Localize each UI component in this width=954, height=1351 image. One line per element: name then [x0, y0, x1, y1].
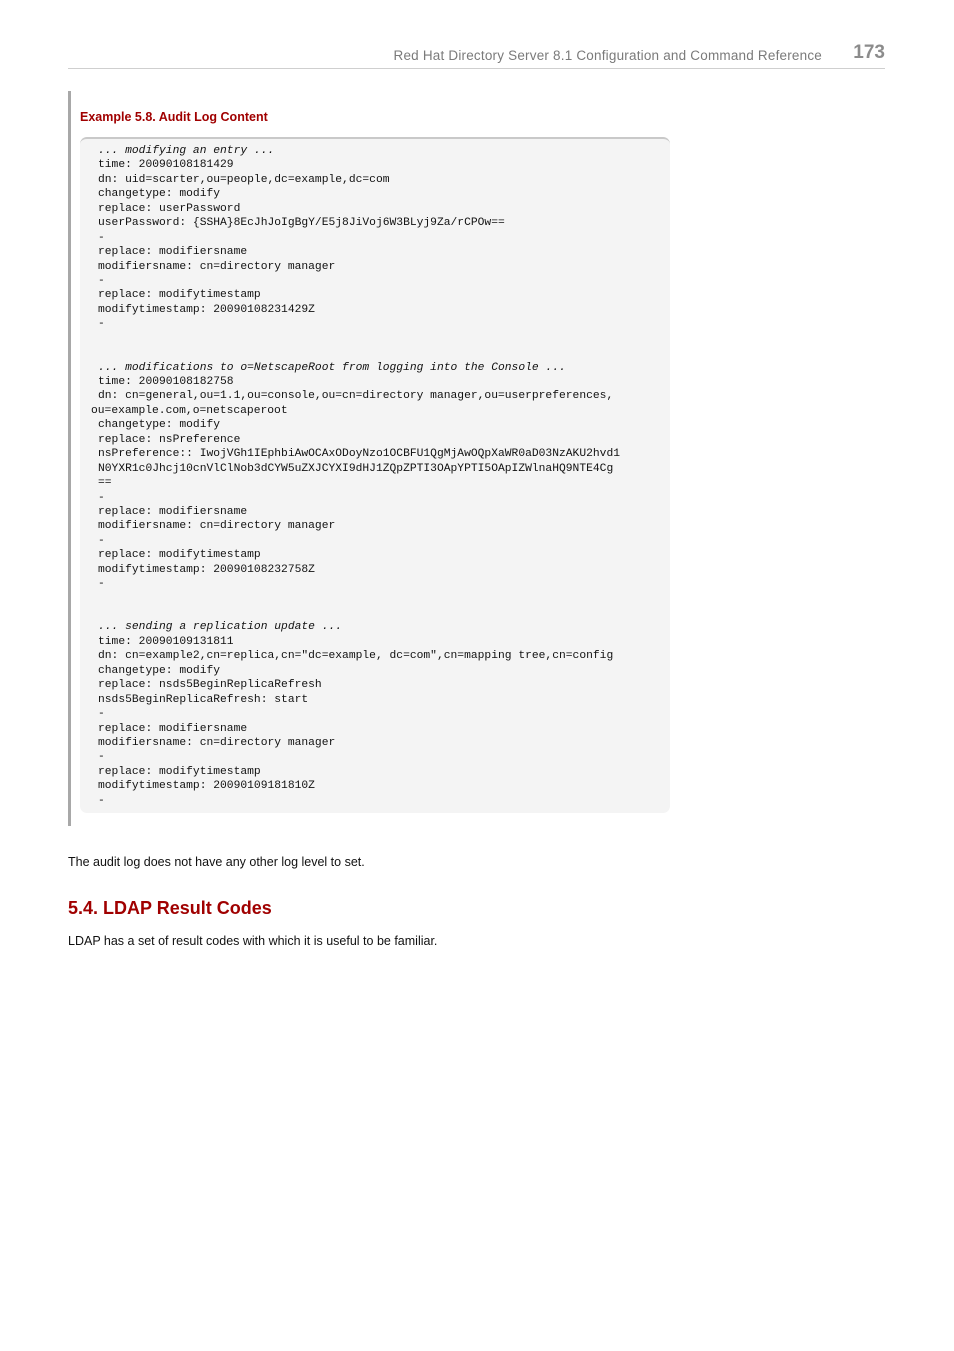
code-line [80, 606, 670, 620]
code-line: replace: userPassword [98, 202, 241, 215]
code-line: - [98, 534, 105, 547]
code-line: changetype: modify [98, 188, 221, 201]
code-line: replace: modifytimestamp [98, 549, 261, 562]
code-line: replace: nsPreference [98, 433, 241, 446]
code-line: - [98, 491, 105, 504]
code-line: dn: uid=scarter,ou=people,dc=example,dc=com [98, 173, 390, 186]
code-line: ... sending a replication update ... [98, 621, 343, 634]
code-line: - [98, 708, 105, 721]
ldap-paragraph: LDAP has a set of result codes with which it is useful to be familiar. [68, 934, 438, 948]
section-heading: 5.4. LDAP Result Codes [68, 898, 272, 918]
code-line: modifiersname: cn=directory manager [98, 520, 336, 533]
running-header [68, 40, 885, 69]
code-line: modifytimestamp: 20090108232758Z [98, 563, 315, 576]
code-line [80, 346, 670, 360]
code-line: - [98, 274, 105, 287]
code-line: N0YXR1c0Jhcj10cnVlClNob3dCYW5uZXJCYXI9dHJ1ZQpZPTI3OApYPTI5OApIZWlnaHQ9NTE4Cg [98, 462, 614, 475]
code-line: time: 20090109131811 [98, 635, 234, 648]
code-line: modifytimestamp: 20090109181810Z [98, 780, 315, 793]
code-line: modifytimestamp: 20090108231429Z [98, 303, 315, 316]
code-line: ou=example.com,o=netscaperoot [91, 404, 288, 417]
running-title: Red Hat Directory Server 8.1 Configuration and Command Reference [393, 48, 822, 63]
code-line: nsds5BeginReplicaRefresh: start [98, 693, 309, 706]
example-title: Example 5.8. Audit Log Content [80, 110, 268, 124]
code-line: changetype: modify [98, 664, 221, 677]
code-line: nsPreference:: IwojVGh1IEphbiAwOCAxODoyNzo1OCBFU1QgMjAwOQpXaWR0aD03NzAKU2hvd1 [98, 448, 621, 461]
code-line: dn: cn=general,ou=1.1,ou=console,ou=cn=directory manager,ou=userpreferences, [98, 390, 614, 403]
code-line: - [98, 318, 105, 331]
code-listing [80, 137, 670, 813]
code-line: == [98, 477, 112, 490]
code-line: replace: modifiersname [98, 722, 248, 735]
code-line: ... modifications to o=NetscapeRoot from logging into the Console ... [98, 361, 566, 374]
code-line: - [98, 231, 105, 244]
code-line: - [98, 578, 105, 591]
code-line: replace: modifiersname [98, 505, 248, 518]
code-line: modifiersname: cn=directory manager [98, 260, 336, 273]
code-line [80, 332, 670, 346]
code-line: modifiersname: cn=directory manager [98, 736, 336, 749]
code-line: - [98, 794, 105, 807]
code-line: dn: cn=example2,cn=replica,cn="dc=example, dc=com",cn=mapping tree,cn=config [98, 650, 614, 663]
code-line: time: 20090108181429 [98, 159, 234, 172]
page-number: 173 [853, 42, 885, 63]
code-line: replace: modifytimestamp [98, 765, 261, 778]
code-line: replace: modifytimestamp [98, 289, 261, 302]
code-line: userPassword: {SSHA}8EcJhJoIgBgY/E5j8JiVoj6W3BLyj9Za/rCPOw== [98, 217, 505, 230]
code-line: changetype: modify [98, 419, 221, 432]
code-line: replace: modifiersname [98, 246, 248, 259]
audit-paragraph: The audit log does not have any other log level to set. [68, 855, 365, 869]
code-line: replace: nsds5BeginReplicaRefresh [98, 679, 322, 692]
code-line: ... modifying an entry ... [98, 145, 275, 157]
code-line [80, 592, 670, 606]
example-block [68, 91, 671, 826]
code-line: - [98, 751, 105, 764]
code-line: time: 20090108182758 [98, 376, 234, 388]
